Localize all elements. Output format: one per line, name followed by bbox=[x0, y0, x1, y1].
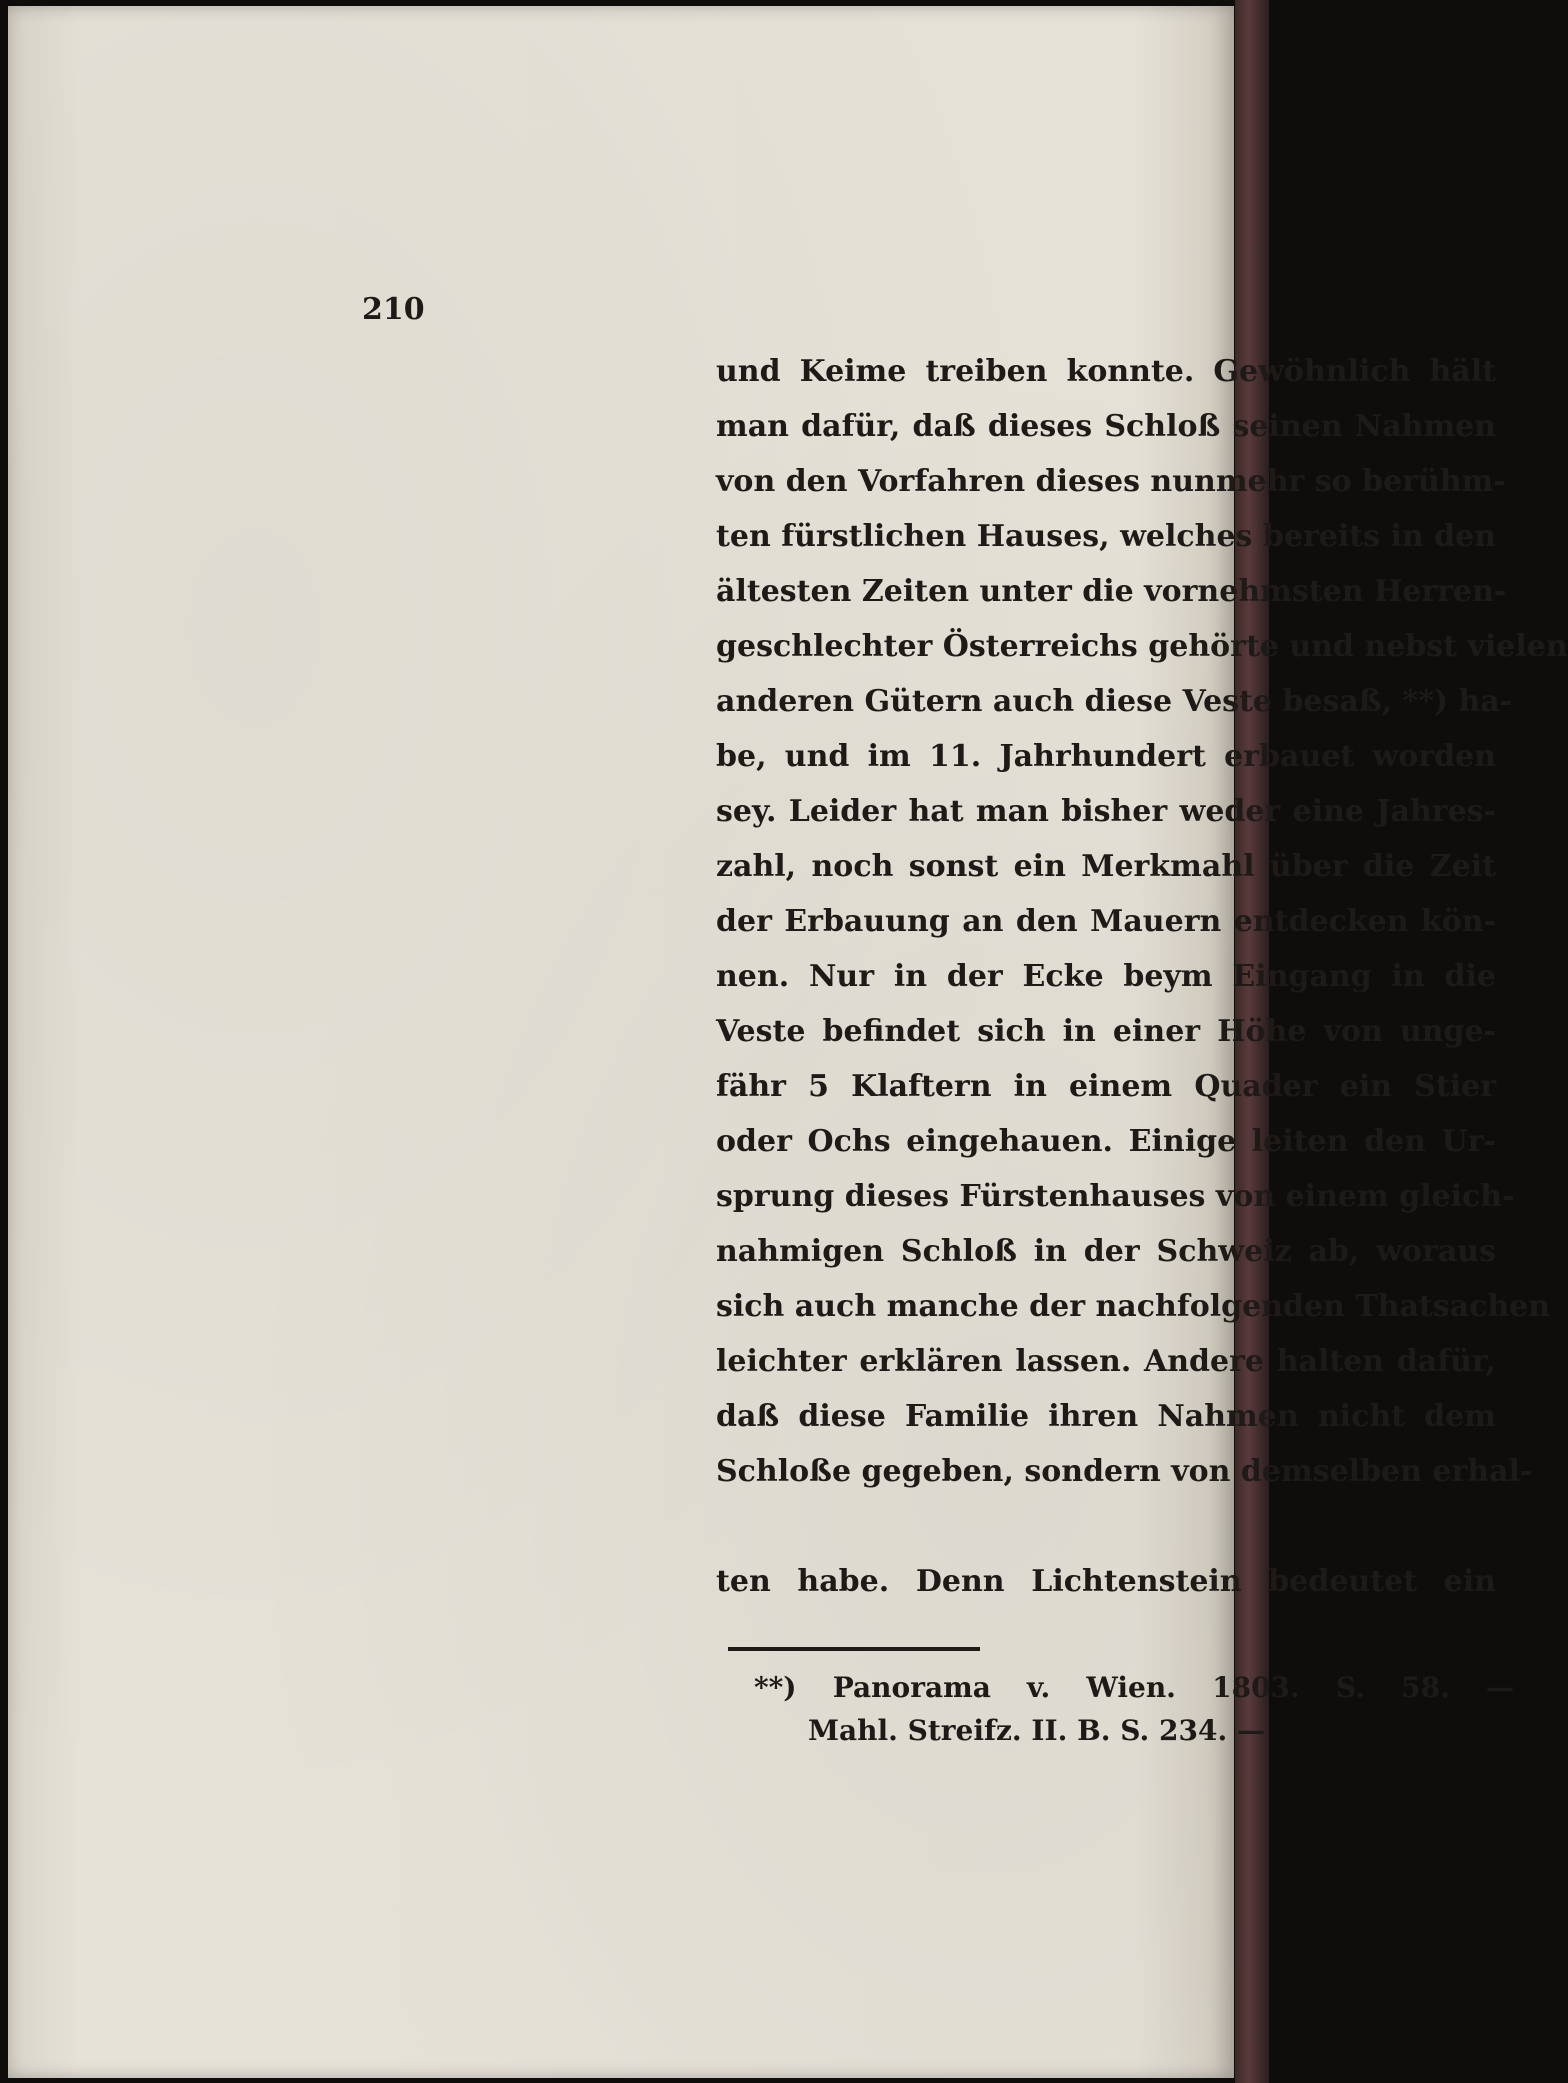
text-line: von den Vorfahren dieses nunmehr so berühm- bbox=[716, 464, 1506, 499]
text-line: der Erbauung an den Mauern entdecken kön- bbox=[716, 904, 1496, 939]
text-line: sey. Leider hat man bisher weder eine Jahres- bbox=[716, 794, 1496, 829]
page-number: 210 bbox=[362, 292, 425, 327]
footnote-line: Mahl. Streifz. II. B. S. 234. — bbox=[808, 1714, 1265, 1747]
text-line: Veste befindet sich in einer Höhe von unge- bbox=[716, 1014, 1496, 1049]
text-line: ten habe. Denn Lichtenstein bedeutet ein bbox=[716, 1564, 1496, 1599]
text-line: fähr 5 Klaftern in einem Quader ein Stier bbox=[716, 1069, 1496, 1104]
text-line: sprung dieses Fürstenhauses von einem gleich- bbox=[716, 1179, 1515, 1214]
text-line: geschlechter Österreichs gehörte und nebst vielen bbox=[716, 629, 1568, 664]
text-line: ten fürstlichen Hauses, welches bereits in den bbox=[716, 519, 1496, 554]
footnote-line: **) Panorama v. Wien. 1803. S. 58. — bbox=[754, 1671, 1514, 1704]
text-line: oder Ochs eingehauen. Einige leiten den Ur- bbox=[716, 1124, 1496, 1159]
text-line: und Keime treiben konnte. Gewöhnlich hält bbox=[716, 354, 1496, 389]
text-line: man dafür, daß dieses Schloß seinen Nahmen bbox=[716, 409, 1496, 444]
text-line: zahl, noch sonst ein Merkmahl über die Zeit bbox=[716, 849, 1496, 884]
text-line: ältesten Zeiten unter die vornehmsten Herren- bbox=[716, 574, 1507, 609]
text-line: sich auch manche der nachfolgenden Thatsachen bbox=[716, 1289, 1551, 1324]
text-line: anderen Gütern auch diese Veste besaß, **) ha- bbox=[716, 684, 1513, 719]
text-line: nen. Nur in der Ecke beym Eingang in die bbox=[716, 959, 1496, 994]
text-line: Schloße gegeben, sondern von demselben erhal- bbox=[716, 1454, 1533, 1489]
text-line: daß diese Familie ihren Nahmen nicht dem bbox=[716, 1399, 1496, 1434]
text-line: nahmigen Schloß in der Schweiz ab, woraus bbox=[716, 1234, 1496, 1269]
text-line: leichter erklären lassen. Andere halten dafür, bbox=[716, 1344, 1496, 1379]
footnote-rule bbox=[728, 1647, 980, 1651]
text-line: be, und im 11. Jahrhundert erbauet worden bbox=[716, 739, 1496, 774]
